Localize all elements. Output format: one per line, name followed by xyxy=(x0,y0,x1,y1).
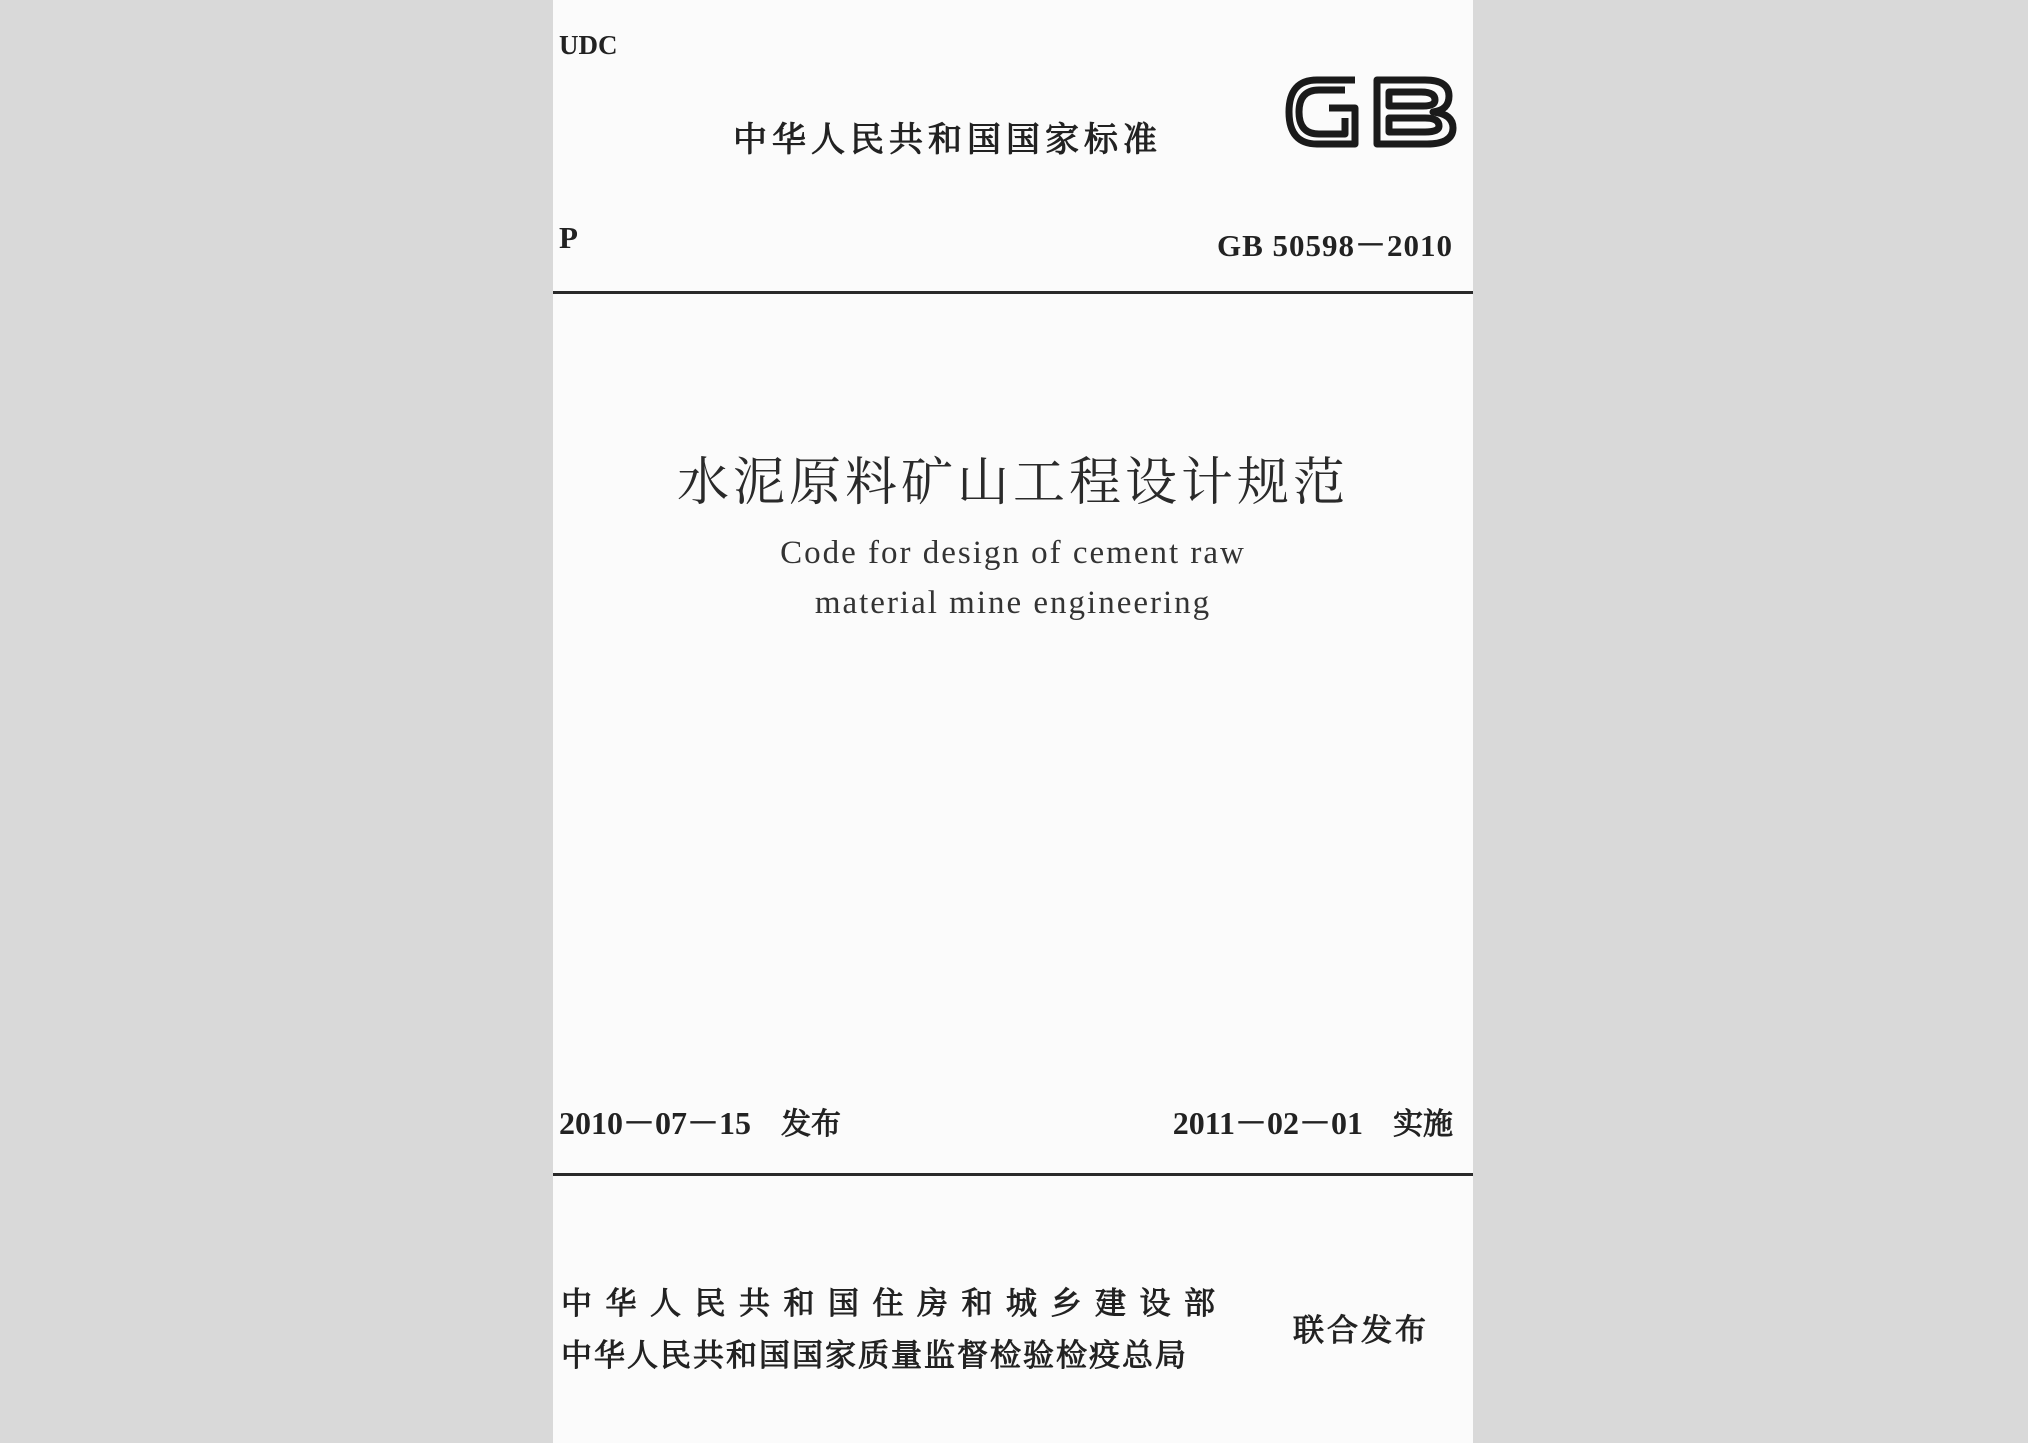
title-english-line-2: material mine engineering xyxy=(814,585,1212,621)
title-chinese: 水泥原料矿山工程设计规范 xyxy=(676,453,1349,513)
implement-date-block xyxy=(1173,1098,1453,1144)
bottom-divider xyxy=(553,1173,1473,1176)
category-code: P xyxy=(559,220,578,255)
publisher-aqsiq: 中华人民共和国国家质量监督检验检疫总局 xyxy=(561,1338,1188,1374)
standard-number: GB 50598－2010 xyxy=(1216,228,1453,263)
issue-label: 发布 xyxy=(781,1107,842,1142)
top-divider xyxy=(553,291,1473,294)
title-english-line-1: Code for design of cement raw xyxy=(780,535,1246,571)
udc-label: UDC xyxy=(559,30,618,60)
cover-page xyxy=(553,0,1473,1443)
gb-logo-graphic xyxy=(1277,62,1459,162)
implement-label: 实施 xyxy=(1393,1107,1453,1142)
issue-date: 2010－07－15 xyxy=(559,1105,752,1141)
issue-date-block xyxy=(559,1098,841,1144)
publisher-ministry: 中华人民共和国住房和城乡建设部 xyxy=(561,1286,1229,1322)
national-standard-heading: 中华人民共和国国家标准 xyxy=(733,120,1162,160)
gb-logo-icon xyxy=(1277,62,1459,162)
joint-publish-label: 联合发布 xyxy=(1293,1313,1429,1349)
implement-date: 2011－02－01 xyxy=(1172,1105,1363,1141)
